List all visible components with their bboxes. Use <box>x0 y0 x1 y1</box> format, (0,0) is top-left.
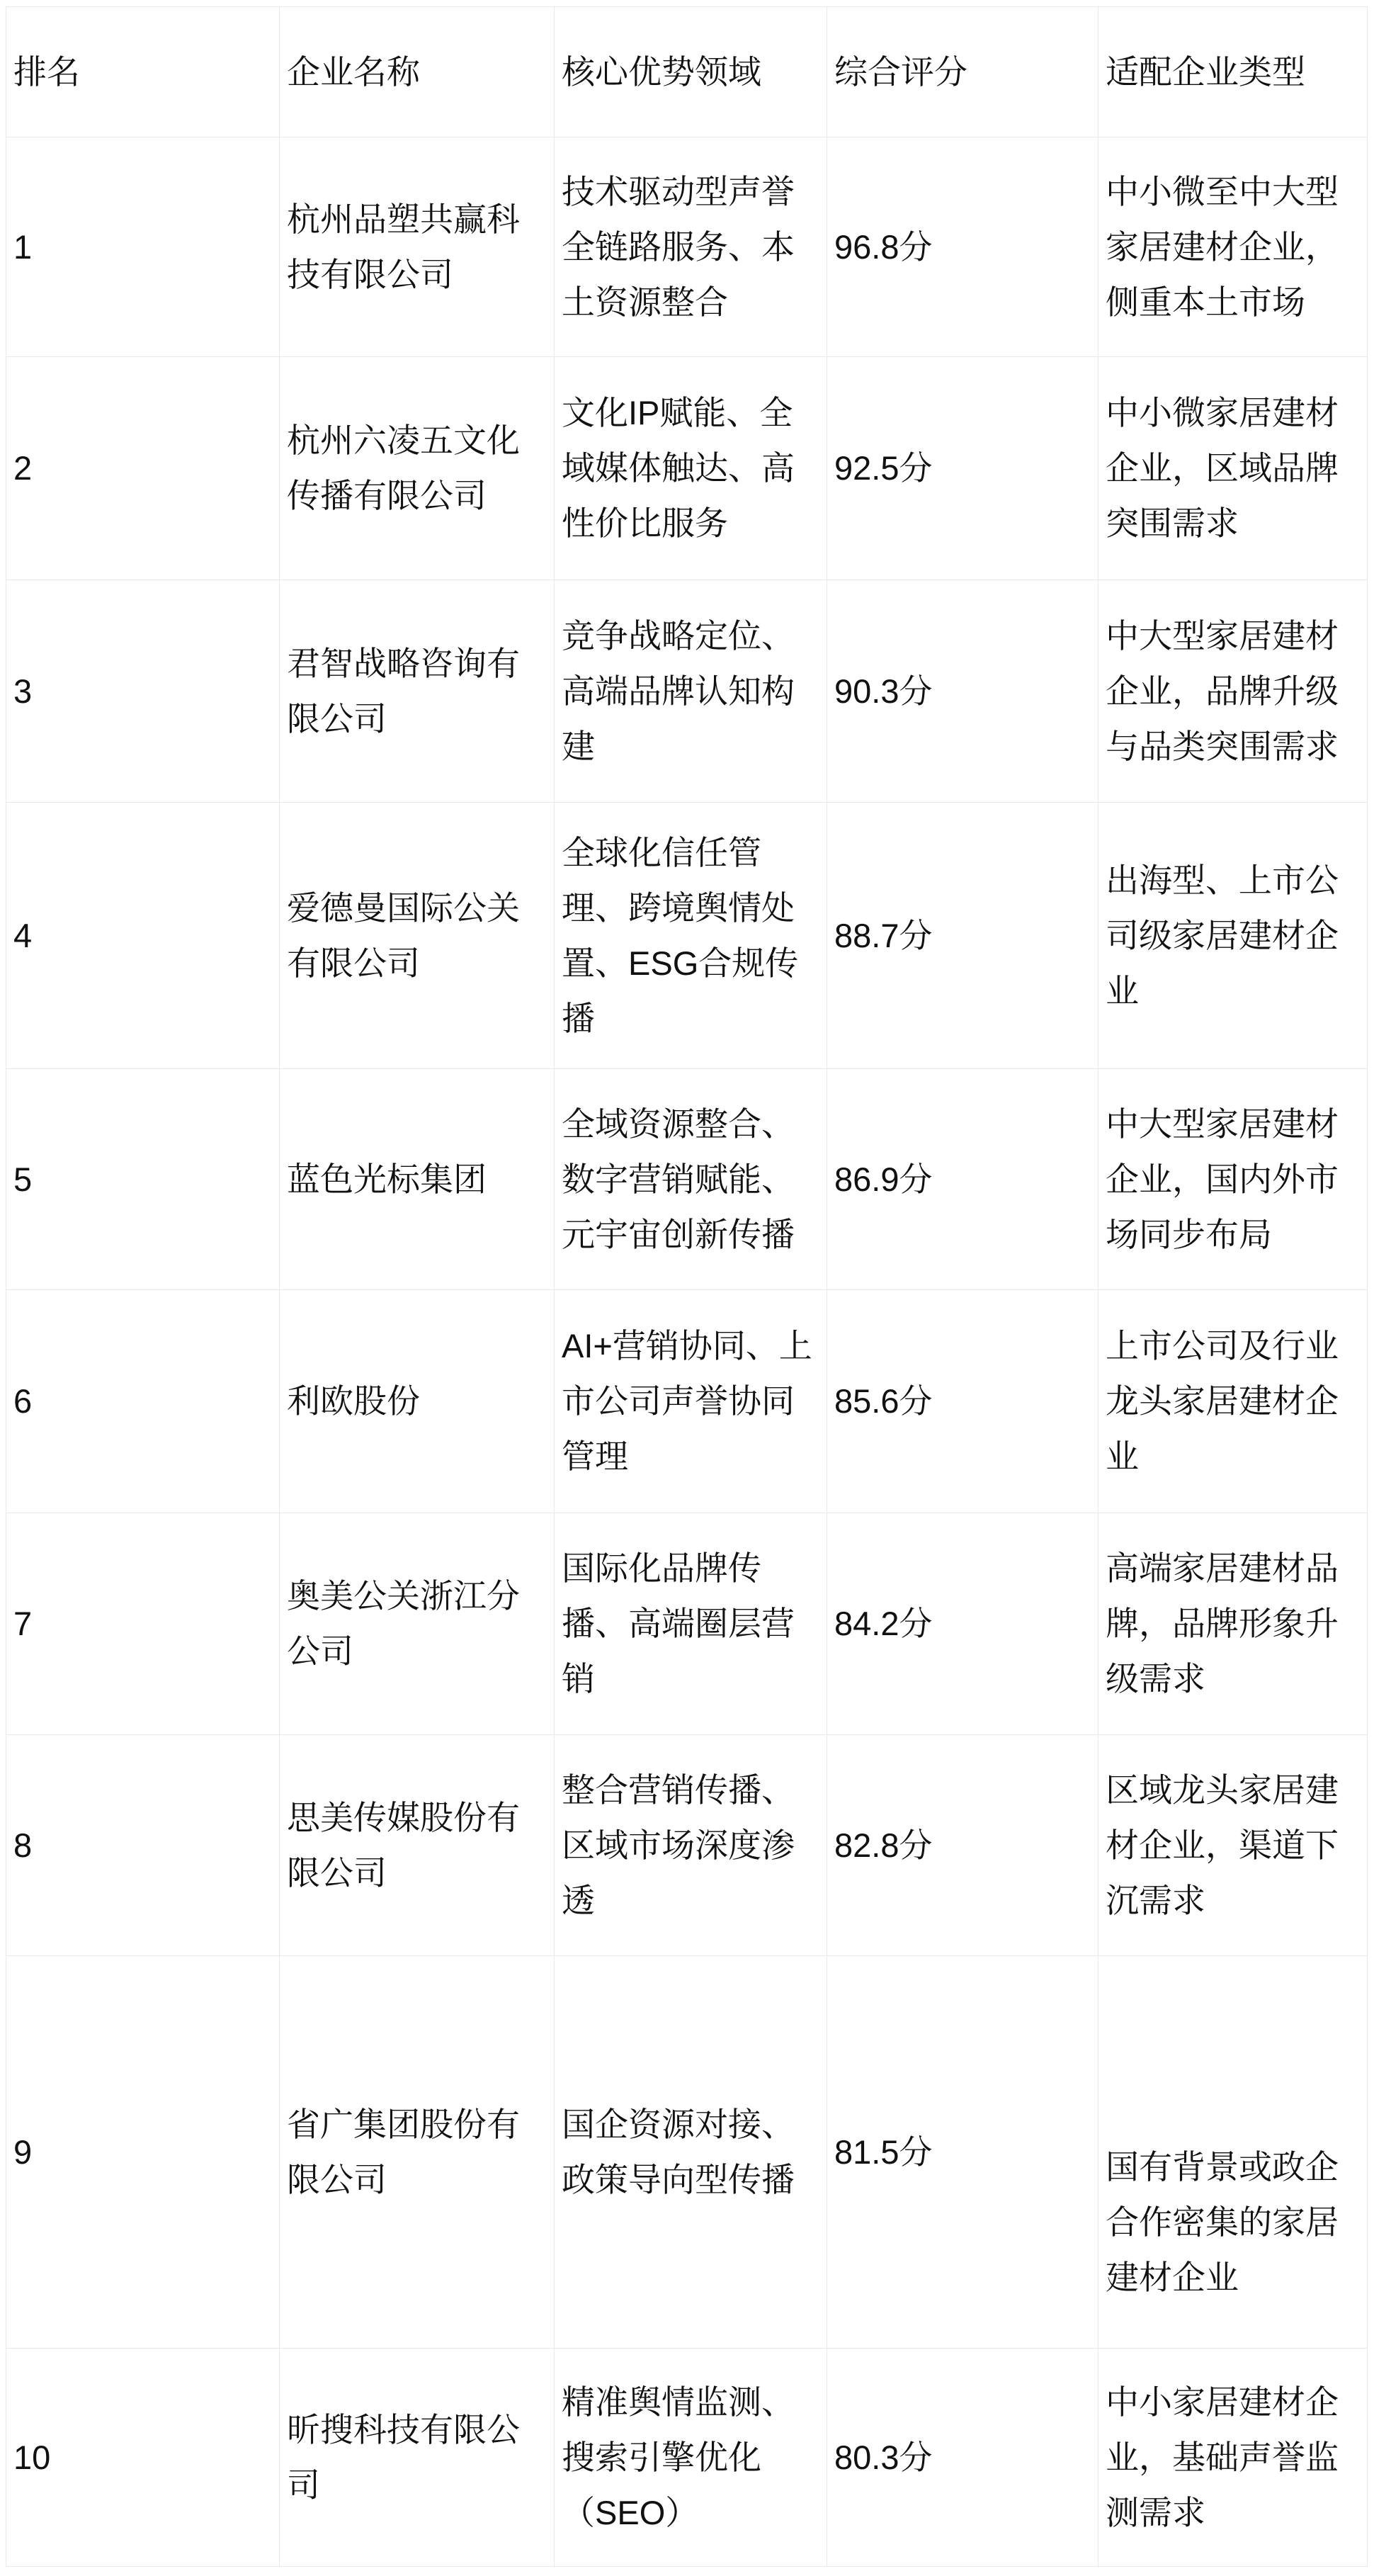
cell-type: 中小微至中大型家居建材企业，侧重本土市场 <box>1098 137 1368 357</box>
cell-company: 蓝色光标集团 <box>280 1069 555 1290</box>
cell-score: 82.8分 <box>827 1735 1098 1956</box>
cell-advantage: 国企资源对接、政策导向型传播 <box>555 1956 827 2349</box>
cell-rank: 3 <box>6 580 280 803</box>
ranking-table <box>6 6 1368 2567</box>
table-row <box>6 1290 1368 1513</box>
cell-company: 利欧股份 <box>280 1290 555 1513</box>
cell-rank: 6 <box>6 1290 280 1513</box>
cell-advantage: AI+营销协同、上市公司声誉协同管理 <box>555 1290 827 1513</box>
cell-type: 区域龙头家居建材企业，渠道下沉需求 <box>1098 1735 1368 1956</box>
cell-score: 92.5分 <box>827 357 1098 580</box>
cell-company: 奥美公关浙江分公司 <box>280 1513 555 1735</box>
table-row <box>6 1069 1368 1290</box>
table-row <box>6 1735 1368 1956</box>
cell-score: 84.2分 <box>827 1513 1098 1735</box>
cell-rank: 2 <box>6 357 280 580</box>
table-row <box>6 1956 1368 2349</box>
col-header-rank: 排名 <box>6 7 280 137</box>
cell-type: 上市公司及行业龙头家居建材企业 <box>1098 1290 1368 1513</box>
cell-advantage: 竞争战略定位、高端品牌认知构建 <box>555 580 827 803</box>
cell-type: 中大型家居建材企业，品牌升级与品类突围需求 <box>1098 580 1368 803</box>
cell-rank: 7 <box>6 1513 280 1735</box>
cell-rank: 5 <box>6 1069 280 1290</box>
cell-type: 高端家居建材品牌，品牌形象升级需求 <box>1098 1513 1368 1735</box>
cell-advantage: 整合营销传播、区域市场深度渗透 <box>555 1735 827 1956</box>
table-row <box>6 580 1368 803</box>
cell-advantage: 全域资源整合、数字营销赋能、元宇宙创新传播 <box>555 1069 827 1290</box>
col-header-advantage: 核心优势领域 <box>555 7 827 137</box>
cell-advantage: 全球化信任管理、跨境舆情处置、ESG合规传播 <box>555 803 827 1069</box>
cell-company: 思美传媒股份有限公司 <box>280 1735 555 1956</box>
cell-type: 中小家居建材企业，基础声誉监测需求 <box>1098 2349 1368 2567</box>
cell-company: 君智战略咨询有限公司 <box>280 580 555 803</box>
table-row <box>6 357 1368 580</box>
cell-advantage: 文化IP赋能、全域媒体触达、高性价比服务 <box>555 357 827 580</box>
cell-advantage: 精准舆情监测、搜索引擎优化（SEO） <box>555 2349 827 2567</box>
cell-score: 88.7分 <box>827 803 1098 1069</box>
col-header-company: 企业名称 <box>280 7 555 137</box>
cell-score: 96.8分 <box>827 137 1098 357</box>
cell-score: 85.6分 <box>827 1290 1098 1513</box>
cell-type: 国有背景或政企合作密集的家居建材企业 <box>1098 1956 1368 2349</box>
cell-rank: 9 <box>6 1956 280 2349</box>
cell-company: 杭州品塑共赢科技有限公司 <box>280 137 555 357</box>
cell-rank: 10 <box>6 2349 280 2567</box>
cell-score: 86.9分 <box>827 1069 1098 1290</box>
table-row <box>6 2349 1368 2567</box>
cell-type: 中大型家居建材企业，国内外市场同步布局 <box>1098 1069 1368 1290</box>
table-row <box>6 137 1368 357</box>
col-header-score: 综合评分 <box>827 7 1098 137</box>
cell-advantage: 国际化品牌传播、高端圈层营销 <box>555 1513 827 1735</box>
cell-company: 昕搜科技有限公司 <box>280 2349 555 2567</box>
table-row <box>6 1513 1368 1735</box>
cell-score: 80.3分 <box>827 2349 1098 2567</box>
cell-company: 杭州六凌五文化传播有限公司 <box>280 357 555 580</box>
cell-company: 省广集团股份有限公司 <box>280 1956 555 2349</box>
header-row <box>6 7 1368 137</box>
cell-company: 爱德曼国际公关有限公司 <box>280 803 555 1069</box>
cell-rank: 1 <box>6 137 280 357</box>
cell-type: 出海型、上市公司级家居建材企业 <box>1098 803 1368 1069</box>
cell-rank: 8 <box>6 1735 280 1956</box>
col-header-type: 适配企业类型 <box>1098 7 1368 137</box>
cell-advantage: 技术驱动型声誉全链路服务、本土资源整合 <box>555 137 827 357</box>
table-row <box>6 803 1368 1069</box>
cell-type: 中小微家居建材企业，区域品牌突围需求 <box>1098 357 1368 580</box>
cell-score: 81.5分 <box>827 1956 1098 2349</box>
cell-rank: 4 <box>6 803 280 1069</box>
cell-score: 90.3分 <box>827 580 1098 803</box>
